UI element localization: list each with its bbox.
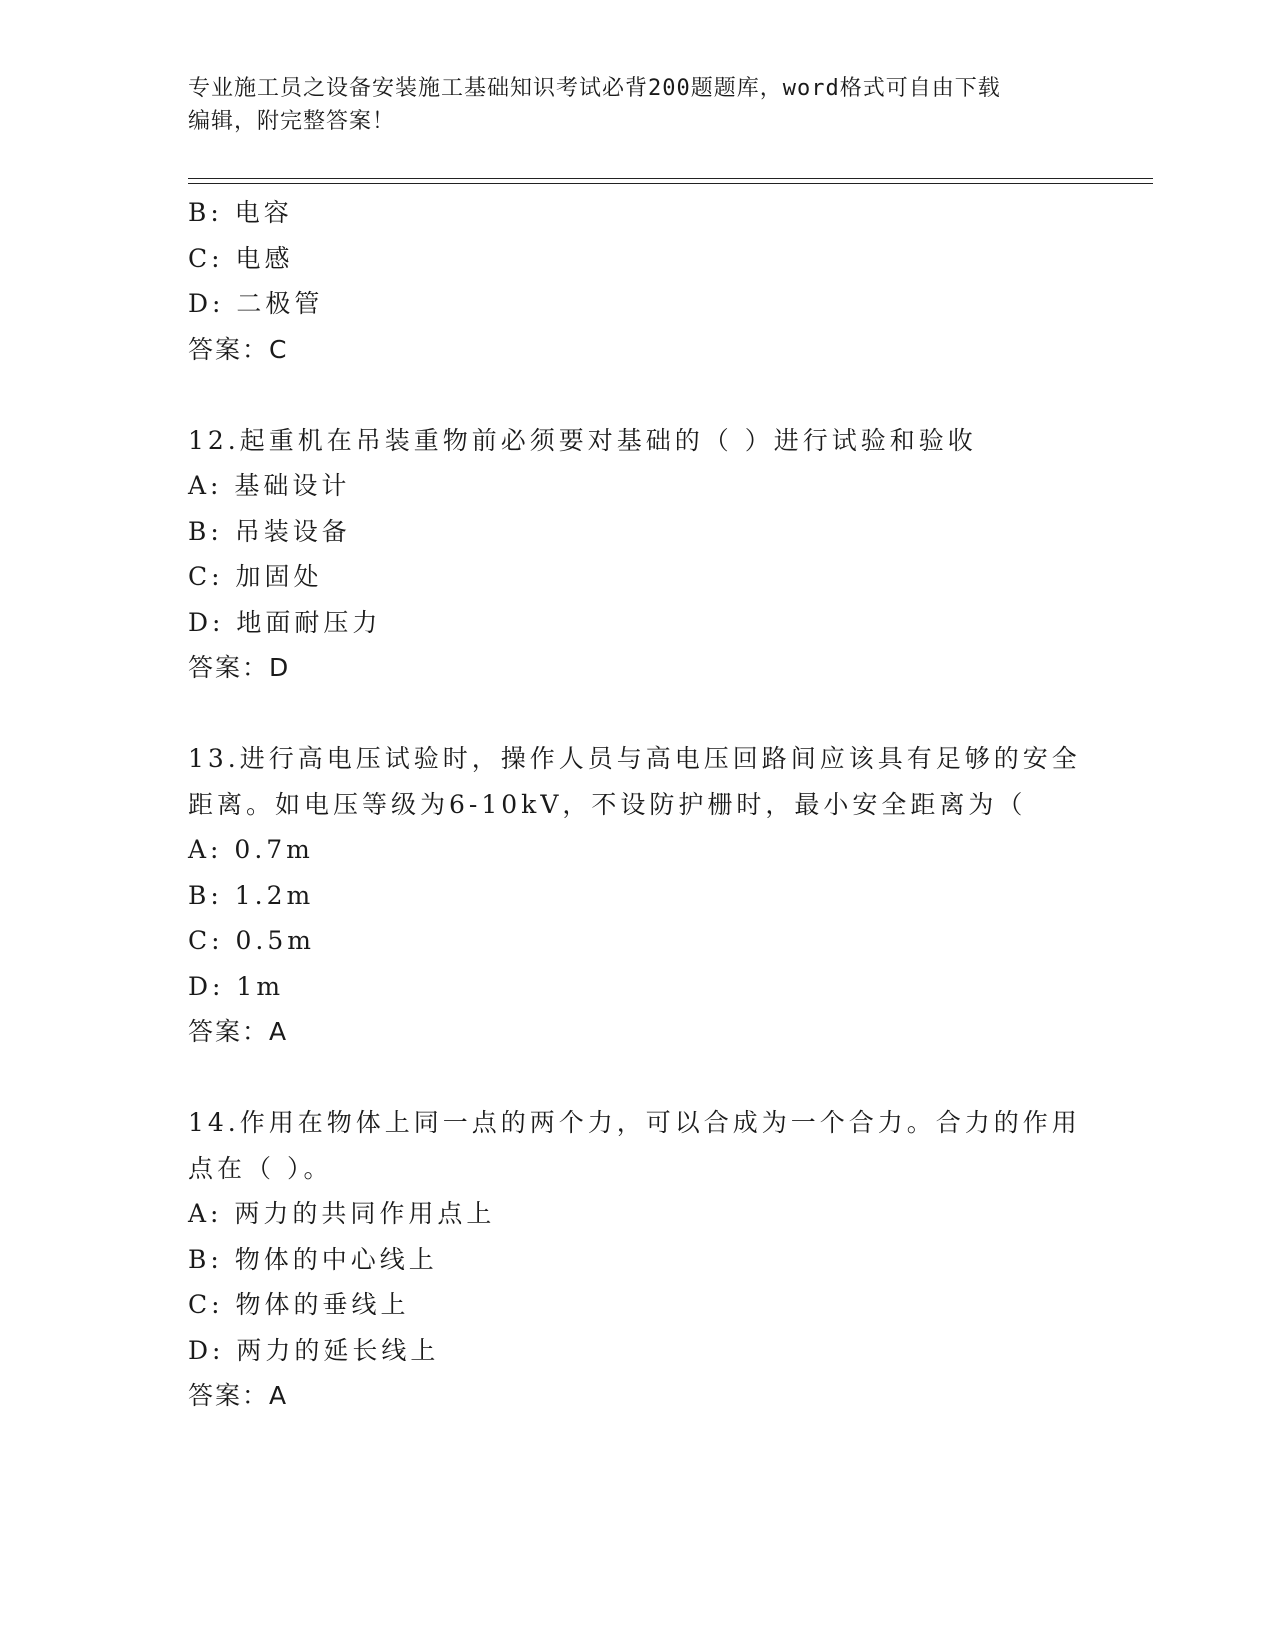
question-stem-line-1: 14.作用在物体上同一点的两个力，可以合成为一个合力。合力的作用 (188, 1108, 1081, 1137)
spacer (188, 372, 1088, 418)
option-b: B: 1.2m (188, 880, 315, 910)
option-a: A: 0.7m (188, 835, 314, 864)
answer-label: 答案：A (188, 1381, 289, 1410)
spacer (188, 691, 1088, 737)
question-13 (188, 736, 1088, 1055)
option-b: B: 电容 (188, 198, 293, 227)
question-12 (188, 418, 1088, 691)
header-divider-top (188, 178, 1153, 179)
question-stem-line-1: 13.进行高电压试验时，操作人员与高电压回路间应该具有足够的安全 (188, 744, 1081, 773)
option-b: B: 吊装设备 (188, 516, 351, 546)
question-stem: 12.起重机在吊装重物前必须要对基础的（ ）进行试验和验收 (188, 425, 977, 455)
option-c: C: 加固处 (188, 562, 323, 591)
question-14 (188, 1100, 1088, 1419)
header-divider-bottom (188, 183, 1153, 184)
option-c: C: 物体的垂线上 (188, 1290, 410, 1319)
option-b: B: 物体的中心线上 (188, 1244, 438, 1274)
answer-label: 答案：A (188, 1017, 289, 1046)
answer-label: 答案：C (188, 334, 289, 364)
document-header (188, 72, 1088, 138)
option-d: D: 1m (188, 971, 285, 1001)
option-c: C: 0.5m (188, 926, 315, 955)
option-d: D: 地面耐压力 (188, 607, 382, 637)
option-a: A: 两力的共同作用点上 (188, 1199, 496, 1228)
option-d: D: 两力的延长线上 (188, 1335, 440, 1365)
question-list (188, 190, 1088, 1419)
header-title-line-1: 专业施工员之设备安装施工基础知识考试必背200题题库，word格式可自由下载 (188, 76, 1001, 101)
header-title-line-2: 编辑，附完整答案！ (188, 109, 396, 134)
option-a: A: 基础设计 (188, 471, 351, 500)
option-c: C: 电感 (188, 243, 294, 273)
option-d: D: 二极管 (188, 289, 324, 318)
answer-label: 答案：D (188, 653, 291, 682)
question-11-tail (188, 190, 1088, 372)
question-stem-line-2: 距离。如电压等级为6-10kV，不设防护栅时，最小安全距离为（ (188, 789, 1027, 819)
spacer (188, 1055, 1088, 1101)
question-stem-line-2: 点在（ ）。 (188, 1153, 333, 1183)
